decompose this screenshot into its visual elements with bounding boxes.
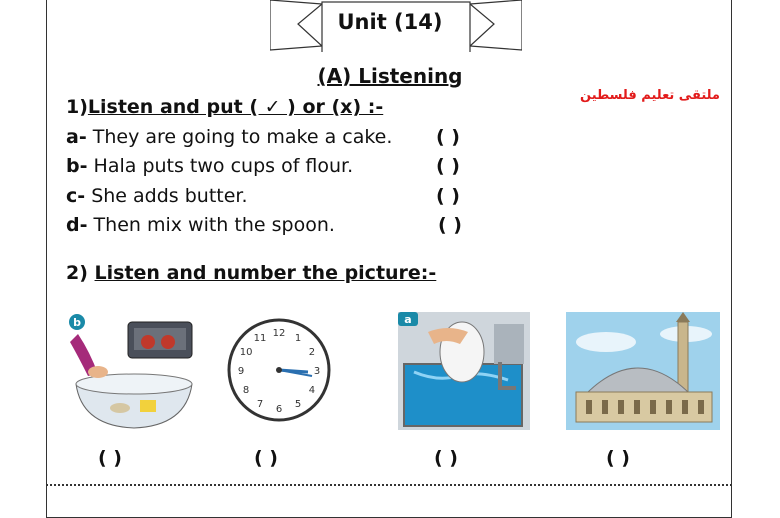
clock-number: 6 <box>275 404 283 415</box>
baking-bowl-illustration <box>68 312 200 430</box>
picture-answer-box[interactable]: ( ) <box>254 447 278 469</box>
question-2-number: 2) <box>66 262 88 284</box>
washing-dishes-illustration <box>398 312 530 430</box>
item-text: They are going to make a cake. <box>92 126 393 148</box>
question-2-heading <box>66 262 436 284</box>
clock-number: 12 <box>272 328 286 339</box>
question-1-heading <box>66 96 383 118</box>
clock-number: 3 <box>313 366 321 377</box>
question-1-instruction: Listen and put ( ✓ ) or (x) :- <box>87 96 384 118</box>
clock-number: 10 <box>239 347 253 358</box>
list-item <box>66 155 353 177</box>
clock-number: 5 <box>294 398 302 410</box>
unit-title: Unit (14) <box>337 10 443 34</box>
item-letter: c- <box>66 185 86 207</box>
clock-illustration <box>222 312 336 430</box>
question-2-instruction: Listen and number the picture:- <box>94 262 437 284</box>
item-text: Then mix with the spoon. <box>93 214 335 236</box>
dotted-separator <box>46 484 732 486</box>
picture-answer-box[interactable]: ( ) <box>98 447 122 469</box>
item-letter: d- <box>66 214 88 236</box>
list-item <box>66 126 392 148</box>
section-title: (A) Listening <box>317 64 463 88</box>
picture-badge: a <box>404 313 412 326</box>
clock-number: 1 <box>294 333 302 345</box>
answer-box[interactable]: ( ) <box>438 214 462 236</box>
item-letter: b- <box>66 155 88 177</box>
item-text: Hala puts two cups of flour. <box>93 155 354 177</box>
question-1-number: 1) <box>66 96 88 118</box>
item-text: She adds butter. <box>91 185 248 207</box>
picture-answer-box[interactable]: ( ) <box>434 447 458 469</box>
answer-box[interactable]: ( ) <box>436 126 460 148</box>
clock-number: 4 <box>308 385 316 396</box>
clock-number: 9 <box>237 366 245 377</box>
answer-box[interactable]: ( ) <box>436 185 460 207</box>
answer-box[interactable]: ( ) <box>436 155 460 177</box>
watermark-text: ملتقى تعليم فلسطين <box>580 88 720 103</box>
picture-badge: b <box>73 316 81 329</box>
picture-answer-box[interactable]: ( ) <box>606 447 630 469</box>
list-item <box>66 214 335 236</box>
list-item <box>66 185 248 207</box>
clock-number: 7 <box>256 398 264 410</box>
clock-number: 11 <box>253 333 267 345</box>
item-letter: a- <box>66 126 87 148</box>
mosque-illustration <box>566 312 720 430</box>
clock-number: 8 <box>242 385 250 396</box>
clock-number: 2 <box>308 347 316 358</box>
